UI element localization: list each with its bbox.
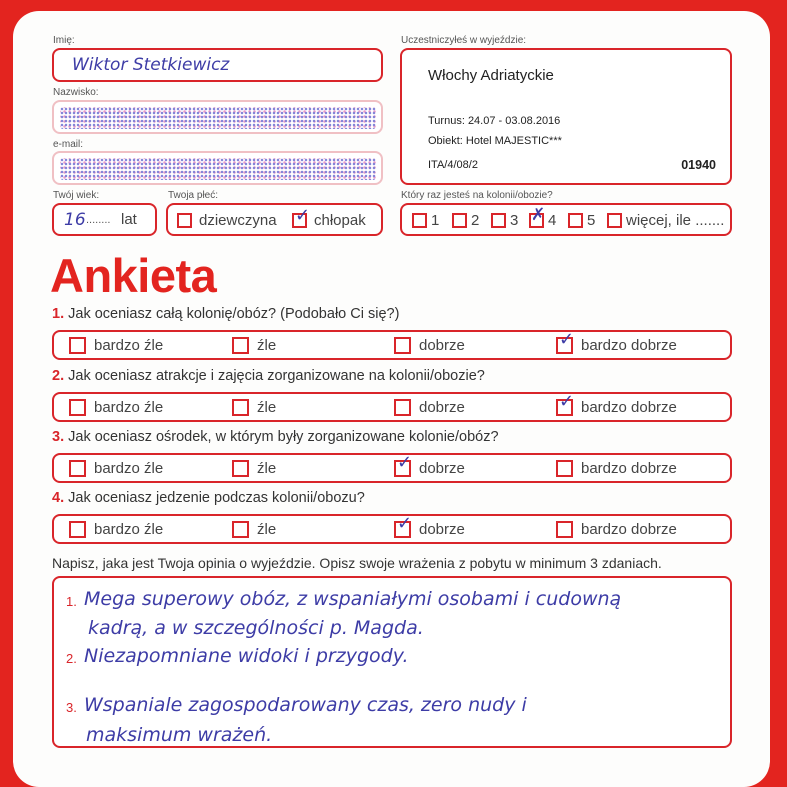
checkbox[interactable]: [394, 399, 411, 416]
checkbox[interactable]: [491, 213, 506, 228]
rating-option[interactable]: [69, 516, 163, 542]
times-label: Który raz jesteś na kolonii/obozie?: [401, 190, 553, 201]
question-number: 2.: [52, 368, 65, 384]
rating-option[interactable]: [69, 394, 163, 420]
checkbox[interactable]: [232, 460, 249, 477]
rating-option-label: bardzo źle: [94, 459, 164, 477]
checkbox-checked[interactable]: [292, 205, 311, 228]
times-option-label: 5: [587, 212, 596, 229]
email-field[interactable]: [52, 151, 383, 185]
surname-label: Nazwisko:: [53, 87, 99, 98]
rating-option-label: źle: [257, 398, 277, 416]
rating-option[interactable]: [232, 455, 276, 481]
check-mark-icon: ✓: [397, 451, 413, 473]
age-label: Twój wiek:: [53, 190, 100, 201]
rating-option-label: dobrze: [419, 520, 465, 538]
times-option-4[interactable]: [529, 205, 557, 229]
question-text: [52, 429, 499, 445]
checkbox[interactable]: [556, 460, 573, 477]
checkbox[interactable]: [412, 213, 427, 228]
checkbox[interactable]: [568, 213, 583, 228]
checkbox[interactable]: [69, 399, 86, 416]
gender-option-girl[interactable]: [177, 212, 277, 229]
checkbox[interactable]: [232, 521, 249, 538]
essay-line-number: 3.: [66, 700, 77, 715]
times-option-more[interactable]: [607, 212, 724, 229]
rating-option[interactable]: [69, 332, 163, 358]
checkbox-checked[interactable]: [556, 390, 575, 416]
trip-turnus: Turnus: 24.07 - 03.08.2016: [428, 115, 561, 127]
check-mark-icon: ✓: [397, 512, 413, 534]
rating-option-label: bardzo dobrze: [581, 398, 677, 416]
essay-prompt: Napisz, jaka jest Twoja opinia o wyjeździe. Opisz swoje wrażenia z pobytu w minimum 3 zdaniach.: [52, 555, 662, 571]
rating-option[interactable]: [556, 390, 677, 420]
question-number: 4.: [52, 490, 65, 506]
rating-option[interactable]: [556, 455, 677, 481]
rating-option[interactable]: [556, 516, 677, 542]
rating-option-label: bardzo źle: [94, 398, 164, 416]
rating-option[interactable]: [69, 455, 163, 481]
rating-row: [52, 453, 732, 483]
redacted-email: [60, 158, 376, 180]
trip-info-box: [400, 48, 732, 185]
check-mark-icon: ✓: [559, 390, 575, 412]
checkbox-checked[interactable]: [394, 451, 413, 477]
times-option-label: 1: [431, 212, 440, 229]
times-option-label: 4: [548, 212, 557, 229]
checkbox[interactable]: [452, 213, 467, 228]
rating-option[interactable]: [232, 516, 276, 542]
times-option-5[interactable]: [568, 212, 595, 229]
gender-option-label: dziewczyna: [199, 212, 277, 229]
trip-number: 01940: [681, 158, 716, 172]
rating-option-label: dobrze: [419, 336, 465, 354]
rating-option[interactable]: [394, 512, 465, 542]
trip-code: ITA/4/08/2: [428, 159, 478, 171]
checkbox[interactable]: [232, 399, 249, 416]
essay-handwritten-line: kadrą, a w szczególności p. Magda.: [88, 617, 424, 639]
question-label: Jak oceniasz atrakcje i zajęcia zorganizowane na kolonii/obozie?: [68, 368, 485, 384]
times-option-label: więcej, ile .......: [626, 212, 725, 229]
check-mark-icon: ✓: [559, 328, 575, 350]
rating-option-label: bardzo dobrze: [581, 520, 677, 538]
checkbox[interactable]: [232, 337, 249, 354]
question-label: Jak oceniasz całą kolonię/obóz? (Podobało Ci się?): [68, 306, 400, 322]
checkbox-checked[interactable]: [394, 512, 413, 538]
name-label: Imię:: [53, 35, 75, 46]
rating-option-label: bardzo dobrze: [581, 459, 677, 477]
checkbox[interactable]: [607, 213, 622, 228]
times-option-1[interactable]: [412, 212, 439, 229]
essay-handwritten-line: Niezapomniane widoki i przygody.: [84, 645, 409, 667]
question-label: Jak oceniasz ośrodek, w którym były zorganizowane kolonie/obóz?: [68, 429, 499, 445]
checkbox[interactable]: [394, 337, 411, 354]
trip-obiekt: Obiekt: Hotel MAJESTIC***: [428, 135, 562, 147]
trip-label: Uczestniczyłeś w wyjeździe:: [401, 35, 527, 46]
name-value: Wiktor Stetkiewicz: [72, 55, 230, 75]
checkbox-checked[interactable]: [529, 205, 546, 228]
email-label: e-mail:: [53, 139, 84, 150]
rating-option[interactable]: [232, 394, 276, 420]
rating-row: [52, 330, 732, 360]
age-dots: ........: [86, 214, 111, 226]
rating-option[interactable]: [394, 451, 465, 481]
rating-option[interactable]: [394, 332, 465, 358]
x-mark-icon: ✗: [531, 205, 546, 225]
question-text: [52, 368, 485, 384]
essay-handwritten-line: maksimum wrażeń.: [86, 724, 273, 746]
gender-option-boy[interactable]: [292, 205, 366, 229]
check-mark-icon: ✓: [295, 205, 311, 226]
rating-option-label: źle: [257, 459, 277, 477]
redacted-surname: [60, 107, 376, 129]
rating-option[interactable]: [394, 394, 465, 420]
age-unit: lat: [121, 211, 137, 228]
question-text: [52, 490, 365, 506]
surname-field[interactable]: [52, 100, 383, 134]
rating-option-label: dobrze: [419, 398, 465, 416]
name-field[interactable]: [52, 48, 383, 82]
rating-option-label: dobrze: [419, 459, 465, 477]
rating-option-label: bardzo źle: [94, 520, 164, 538]
rating-row: [52, 514, 732, 544]
essay-handwritten-line: Wspaniale zagospodarowany czas, zero nudy i: [84, 694, 527, 716]
checkbox[interactable]: [69, 521, 86, 538]
rating-option[interactable]: [232, 332, 276, 358]
trip-destination: Włochy Adriatyckie: [428, 67, 554, 84]
checkbox[interactable]: [177, 213, 192, 228]
times-field: [400, 203, 732, 236]
checkbox[interactable]: [556, 521, 573, 538]
survey-title: Ankieta: [50, 249, 217, 302]
checkbox[interactable]: [69, 337, 86, 354]
essay-handwritten-line: Mega superowy obóz, z wspaniałymi osobami i cudowną: [84, 588, 622, 610]
times-option-label: 2: [471, 212, 480, 229]
rating-option-label: źle: [257, 520, 277, 538]
question-label: Jak oceniasz jedzenie podczas kolonii/obozu?: [68, 490, 365, 506]
gender-option-label: chłopak: [314, 212, 366, 229]
rating-row: [52, 392, 732, 422]
rating-option-label: bardzo dobrze: [581, 336, 677, 354]
checkbox-checked[interactable]: [556, 328, 575, 354]
essay-line-number: 2.: [66, 651, 77, 666]
rating-option-label: bardzo źle: [94, 336, 164, 354]
times-option-3[interactable]: [491, 212, 518, 229]
checkbox[interactable]: [69, 460, 86, 477]
gender-field: [166, 203, 383, 236]
age-field[interactable]: [52, 203, 157, 236]
times-option-2[interactable]: [452, 212, 479, 229]
age-value: 16: [64, 210, 86, 230]
question-number: 3.: [52, 429, 65, 445]
question-number: 1.: [52, 306, 65, 322]
essay-line-number: 1.: [66, 594, 77, 609]
rating-option-label: źle: [257, 336, 277, 354]
gender-label: Twoja płeć:: [168, 190, 219, 201]
rating-option[interactable]: [556, 328, 677, 358]
question-text: [52, 306, 399, 322]
times-option-label: 3: [510, 212, 519, 229]
